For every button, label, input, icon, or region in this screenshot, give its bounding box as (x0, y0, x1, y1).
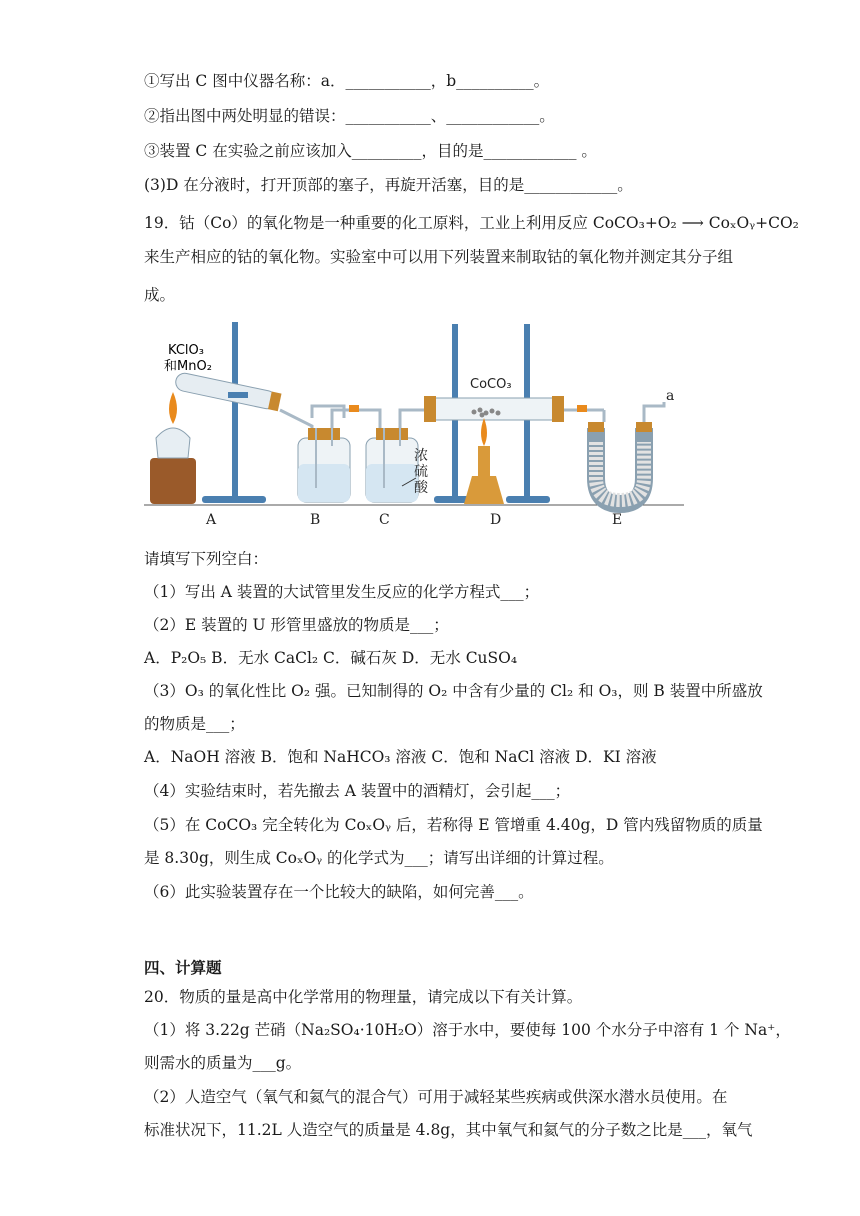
burner-tube (478, 446, 490, 476)
delivery-tube (280, 410, 312, 438)
options-line: A．NaOH 溶液 B．饱和 NaHCO₃ 溶液 C．饱和 NaCl 溶液 D．KI 溶液 (144, 748, 657, 766)
liquid-b (298, 464, 350, 502)
apparatus-c (366, 410, 440, 502)
lamp-base-block (150, 458, 196, 504)
flame-icon (481, 418, 487, 446)
flame-icon (169, 392, 177, 424)
question-line: （2）人造空气（氧气和氦气的混合气）可用于减轻某些疾病或供深水潜水员使用。在 (144, 1088, 728, 1106)
label-B: B (310, 512, 321, 528)
question-line: 是 8.30g，则生成 CoₓOᵧ 的化学式为___；请写出详细的计算过程。 (144, 849, 614, 867)
question-line: （1）将 3.22g 芒硝（Na₂SO₄·10H₂O）溶于水中，要使每 100 个水分子中溶有 1 个 Na⁺， (144, 1021, 791, 1039)
label-acid-3: 酸 (414, 480, 428, 496)
stopper-e-right (636, 422, 652, 432)
stopper-b (308, 428, 340, 440)
stopper-c (376, 428, 408, 440)
label-C: C (379, 512, 390, 528)
instruction-line: 请填写下列空白： (144, 550, 269, 568)
question-line: ③装置 C 在实验之前应该加入_________，目的是____________ 。 (144, 142, 597, 160)
question-line: （6）此实验装置存在一个比较大的缺陷，如何完善___。 (144, 883, 534, 901)
large-test-tube (174, 372, 278, 411)
combustion-tube (432, 398, 556, 420)
question-line: 的物质是___； (144, 715, 245, 733)
stopper-d-right (552, 396, 564, 422)
question-line: 成。 (144, 286, 176, 304)
apparatus-d (424, 324, 604, 504)
stopper-e-left (588, 422, 604, 432)
alcohol-lamp (156, 428, 190, 458)
connector (349, 405, 359, 412)
apparatus-diagram (144, 318, 684, 533)
question-line: （4）实验结束时，若先撤去 A 装置中的酒精灯，会引起___； (144, 782, 571, 800)
apparatus-figure (144, 318, 684, 533)
burner-base (464, 476, 504, 504)
question-line: （3）O₃ 的氧化性比 O₂ 强。已知制得的 O₂ 中含有少量的 Cl₂ 和 O₃，则 B 装置中所盛放 (144, 682, 763, 700)
question-line: （5）在 CoCO₃ 完全转化为 CoₓOᵧ 后，若称得 E 管增重 4.40g，D 管内残留物质的质量 (144, 816, 763, 834)
question-line: (3)D 在分液时，打开顶部的塞子，再旋开活塞，目的是____________。 (144, 176, 633, 194)
question-line: 19．钴（Co）的氧化物是一种重要的化工原料，工业上利用反应 CoCO₃+O₂ ⟶ CoₓOᵧ+CO₂ (144, 214, 799, 232)
question-line: （1）写出 A 装置的大试管里发生反应的化学方程式___； (144, 583, 540, 601)
stand-base (202, 496, 266, 503)
question-line: ①写出 C 图中仪器名称：a．___________，b__________。 (144, 72, 550, 90)
apparatus-e (588, 388, 674, 504)
question-line: 标准状况下，11.2L 人造空气的质量是 4.8g，其中氧气和氦气的分子数之比是___，氧气 (144, 1121, 753, 1139)
question-line: 20．物质的量是高中化学常用的物理量，请完成以下有关计算。 (144, 988, 583, 1006)
label-coco3: CoCO₃ (470, 377, 512, 392)
stopper-d-left (424, 396, 436, 422)
liquid-c (366, 464, 418, 502)
label-mno2: 和MnO₂ (164, 359, 212, 374)
apparatus-a (150, 322, 312, 504)
question-line: （2）E 装置的 U 形管里盛放的物质是___； (144, 616, 449, 634)
label-D: D (490, 512, 502, 528)
clamp (228, 392, 248, 398)
section-heading: 四、计算题 (144, 958, 222, 977)
question-line: ②指出图中两处明显的错误：___________、____________。 (144, 107, 555, 125)
question-line: 则需水的质量为___g。 (144, 1054, 302, 1072)
label-acid-2: 硫 (414, 464, 428, 480)
stand-rod (232, 322, 238, 500)
label-A: A (206, 512, 217, 528)
label-kclo3: KClO₃ (168, 343, 204, 358)
options-line: A．P₂O₅ B．无水 CaCl₂ C．碱石灰 D．无水 CuSO₄ (144, 649, 518, 667)
question-line: 来生产相应的钴的氧化物。实验室中可以用下列装置来制取钴的氧化物并测定其分子组 (144, 248, 734, 266)
label-acid-1: 浓 (414, 448, 428, 464)
label-E: E (612, 512, 623, 528)
label-a: a (666, 388, 675, 404)
